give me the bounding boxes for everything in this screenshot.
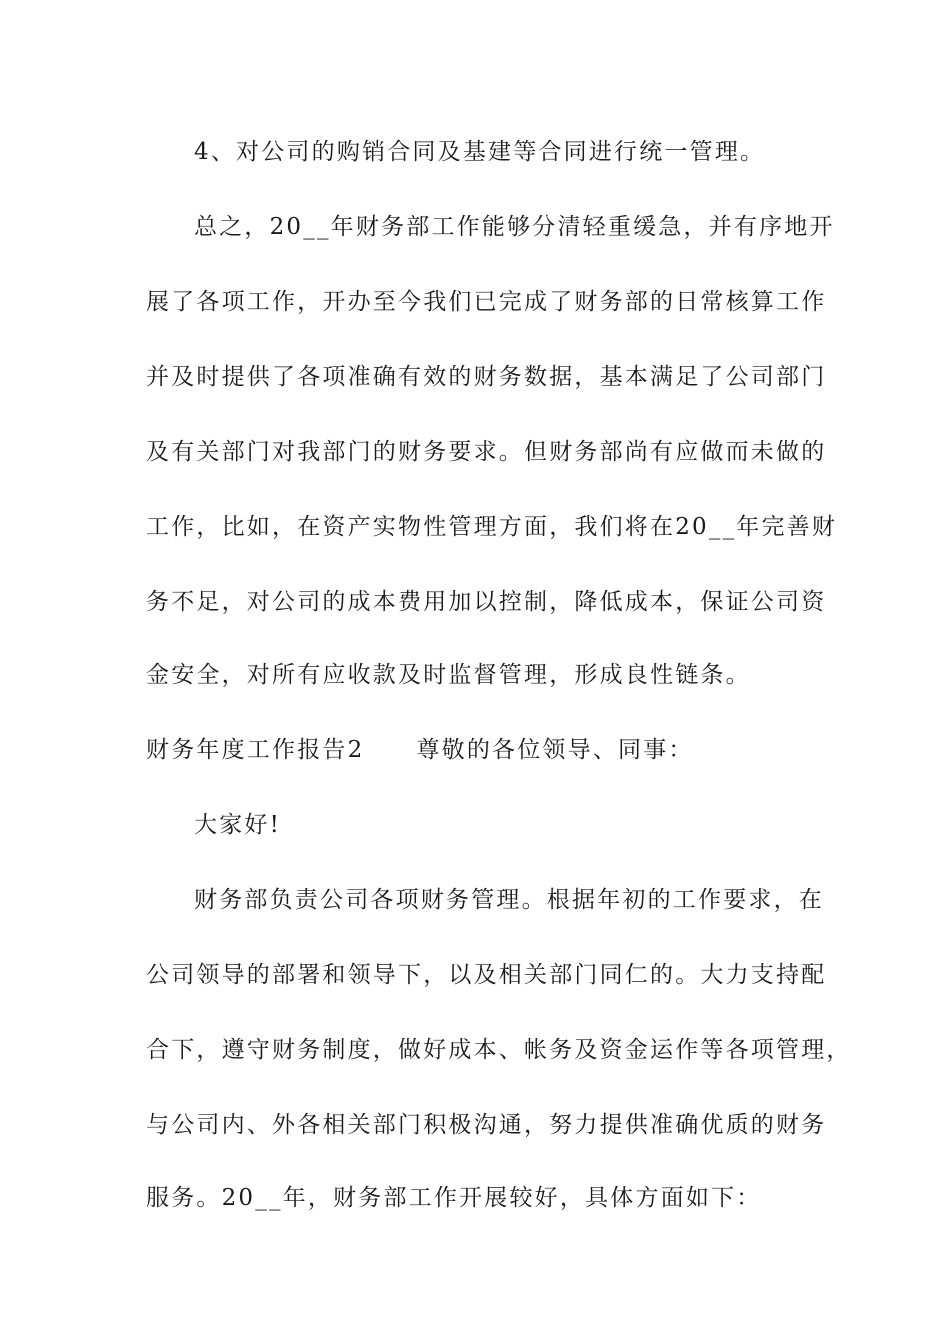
body-line: 合下，遵守财务制度，做好成本、帐务及资金运作等各项管理，: [146, 1037, 852, 1063]
paragraph-line: 4、对公司的购销合同及基建等合同进行统一管理。: [194, 139, 766, 165]
body-line: 服务。20__年，财务部工作开展较好，具体方面如下：: [146, 1185, 762, 1211]
greeting: 大家好!: [194, 812, 282, 838]
salutation: 尊敬的各位领导、同事：: [416, 737, 694, 763]
paragraph-line: 工作，比如，在资产实物性管理方面，我们将在20__年完善财: [146, 514, 838, 540]
paragraph-line: 展了各项工作，开办至今我们已完成了财务部的日常核算工作: [146, 289, 827, 315]
paragraph-line: 金安全，对所有应收款及时监督管理，形成良性链条。: [146, 662, 751, 688]
paragraph-line: 及有关部门对我部门的财务要求。但财务部尚有应做而未做的: [146, 439, 827, 465]
body-line: 与公司内、外各相关部门积极沟通，努力提供准确优质的财务: [146, 1112, 827, 1138]
body-line: 财务部负责公司各项财务管理。根据年初的工作要求，在: [194, 887, 824, 913]
report-title: 财务年度工作报告2: [146, 737, 365, 763]
body-line: 公司领导的部署和领导下，以及相关部门同仁的。大力支持配: [146, 962, 827, 988]
paragraph-line: 并及时提供了各项准确有效的财务数据，基本满足了公司部门: [146, 364, 827, 390]
paragraph-line: 总之，20__年财务部工作能够分清轻重缓急，并有序地开: [194, 214, 835, 240]
report-heading-line: [146, 735, 826, 765]
paragraph-line: 务不足，对公司的成本费用加以控制，降低成本，保证公司资: [146, 589, 827, 615]
